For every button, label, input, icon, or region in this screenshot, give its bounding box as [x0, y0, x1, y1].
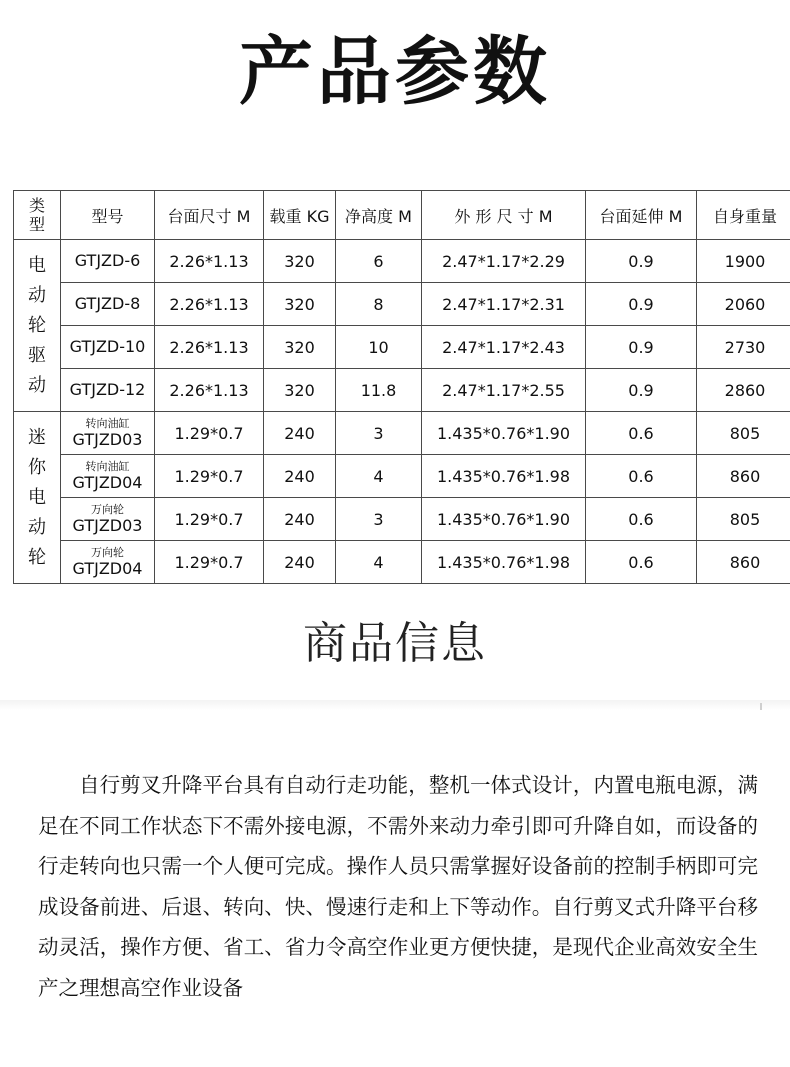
model-cell: [61, 283, 155, 326]
header-type: 类 型: [14, 191, 61, 240]
table-row: [14, 498, 790, 541]
self-weight-cell: 860: [697, 455, 790, 498]
table-row: [14, 240, 790, 283]
type-cell: 电 动 轮 驱 动: [14, 240, 61, 412]
net-height-cell: 10: [336, 326, 422, 369]
table-row: [14, 326, 790, 369]
load-cell: 240: [264, 498, 336, 541]
model-variant-label: 万向轮: [91, 545, 124, 559]
model-cell: [61, 326, 155, 369]
outer-size-cell: 1.435*0.76*1.90: [422, 498, 586, 541]
extension-cell: 0.6: [586, 541, 697, 584]
load-cell: 240: [264, 412, 336, 455]
outer-size-cell: 2.47*1.17*2.29: [422, 240, 586, 283]
self-weight-cell: 860: [697, 541, 790, 584]
self-weight-cell: 1900: [697, 240, 790, 283]
net-height-cell: 4: [336, 541, 422, 584]
model-variant-label: 转向油缸: [85, 416, 130, 430]
self-weight-cell: 805: [697, 498, 790, 541]
table-row: [14, 541, 790, 584]
header-self-weight: 自身重量: [697, 191, 790, 240]
section-divider: [0, 700, 790, 710]
model-number: GTJZD-6: [74, 251, 141, 270]
net-height-cell: 11.8: [336, 369, 422, 412]
self-weight-cell: 2060: [697, 283, 790, 326]
platform-size-cell: 2.26*1.13: [155, 369, 264, 412]
extension-cell: 0.9: [586, 240, 697, 283]
model-number: GTJZD-8: [74, 294, 141, 313]
page-title: 产品参数: [239, 29, 551, 115]
outer-size-cell: 2.47*1.17*2.31: [422, 283, 586, 326]
type-cell: 迷 你 电 动 轮: [14, 412, 61, 584]
load-cell: 320: [264, 240, 336, 283]
model-cell: [61, 412, 155, 455]
load-cell: 240: [264, 541, 336, 584]
load-cell: 240: [264, 455, 336, 498]
extension-cell: 0.6: [586, 412, 697, 455]
header-extension: 台面延伸 M: [586, 191, 697, 240]
platform-size-cell: 2.26*1.13: [155, 283, 264, 326]
model-variant-label: 万向轮: [91, 502, 124, 516]
platform-size-cell: 1.29*0.7: [155, 455, 264, 498]
extension-cell: 0.6: [586, 455, 697, 498]
model-variant-label: 转向油缸: [85, 459, 130, 473]
extension-cell: 0.9: [586, 326, 697, 369]
platform-size-cell: 1.29*0.7: [155, 541, 264, 584]
table-row: [14, 283, 790, 326]
model-cell: [61, 240, 155, 283]
model-number: GTJZD04: [72, 558, 143, 578]
model-number: GTJZD-10: [69, 337, 146, 356]
outer-size-cell: 1.435*0.76*1.90: [422, 412, 586, 455]
extension-cell: 0.9: [586, 369, 697, 412]
table-header-row: [14, 191, 790, 240]
spec-table: [13, 190, 790, 584]
extension-cell: 0.6: [586, 498, 697, 541]
divider-mark: [760, 703, 762, 710]
header-load: 载重 KG: [264, 191, 336, 240]
platform-size-cell: 1.29*0.7: [155, 412, 264, 455]
load-cell: 320: [264, 326, 336, 369]
header-outer-size: 外 形 尺 寸 M: [422, 191, 586, 240]
platform-size-cell: 2.26*1.13: [155, 326, 264, 369]
load-cell: 320: [264, 369, 336, 412]
platform-size-cell: 1.29*0.7: [155, 498, 264, 541]
net-height-cell: 3: [336, 498, 422, 541]
table-row: [14, 412, 790, 455]
header-platform-size: 台面尺寸 M: [155, 191, 264, 240]
extension-cell: 0.9: [586, 283, 697, 326]
self-weight-cell: 2860: [697, 369, 790, 412]
model-cell: [61, 541, 155, 584]
header-net-height: 净高度 M: [336, 191, 422, 240]
net-height-cell: 3: [336, 412, 422, 455]
table-row: [14, 455, 790, 498]
net-height-cell: 8: [336, 283, 422, 326]
net-height-cell: 4: [336, 455, 422, 498]
model-number: GTJZD03: [72, 515, 143, 535]
outer-size-cell: 2.47*1.17*2.55: [422, 369, 586, 412]
model-number: GTJZD03: [72, 429, 143, 449]
spec-table-body: [14, 240, 790, 584]
header-model: 型号: [61, 191, 155, 240]
product-description: 自行剪叉升降平台具有自动行走功能，整机一体式设计，内置电瓶电源，满足在不同工作状态下不需外接电源，不需外来动力牵引即可升降自如，而设备的行走转向也只需一个人便可完成。操作人员只需掌握好设备前的控制手柄即可完成设备前进、后退、转向、快、慢速行走和上下等动作。自行剪叉式升降平台移动灵活，操作方便、省工、省力令高空作业更方便快捷，是现代企业高效安全生产之理想高空作业设备: [38, 773, 758, 1000]
self-weight-cell: 805: [697, 412, 790, 455]
outer-size-cell: 1.435*0.76*1.98: [422, 541, 586, 584]
section-title: 商品信息: [303, 618, 487, 669]
net-height-cell: 6: [336, 240, 422, 283]
model-cell: [61, 498, 155, 541]
outer-size-cell: 1.435*0.76*1.98: [422, 455, 586, 498]
model-number: GTJZD-12: [69, 380, 146, 399]
outer-size-cell: 2.47*1.17*2.43: [422, 326, 586, 369]
self-weight-cell: 2730: [697, 326, 790, 369]
load-cell: 320: [264, 283, 336, 326]
model-cell: [61, 455, 155, 498]
platform-size-cell: 2.26*1.13: [155, 240, 264, 283]
table-row: [14, 369, 790, 412]
model-cell: [61, 369, 155, 412]
model-number: GTJZD04: [72, 472, 143, 492]
